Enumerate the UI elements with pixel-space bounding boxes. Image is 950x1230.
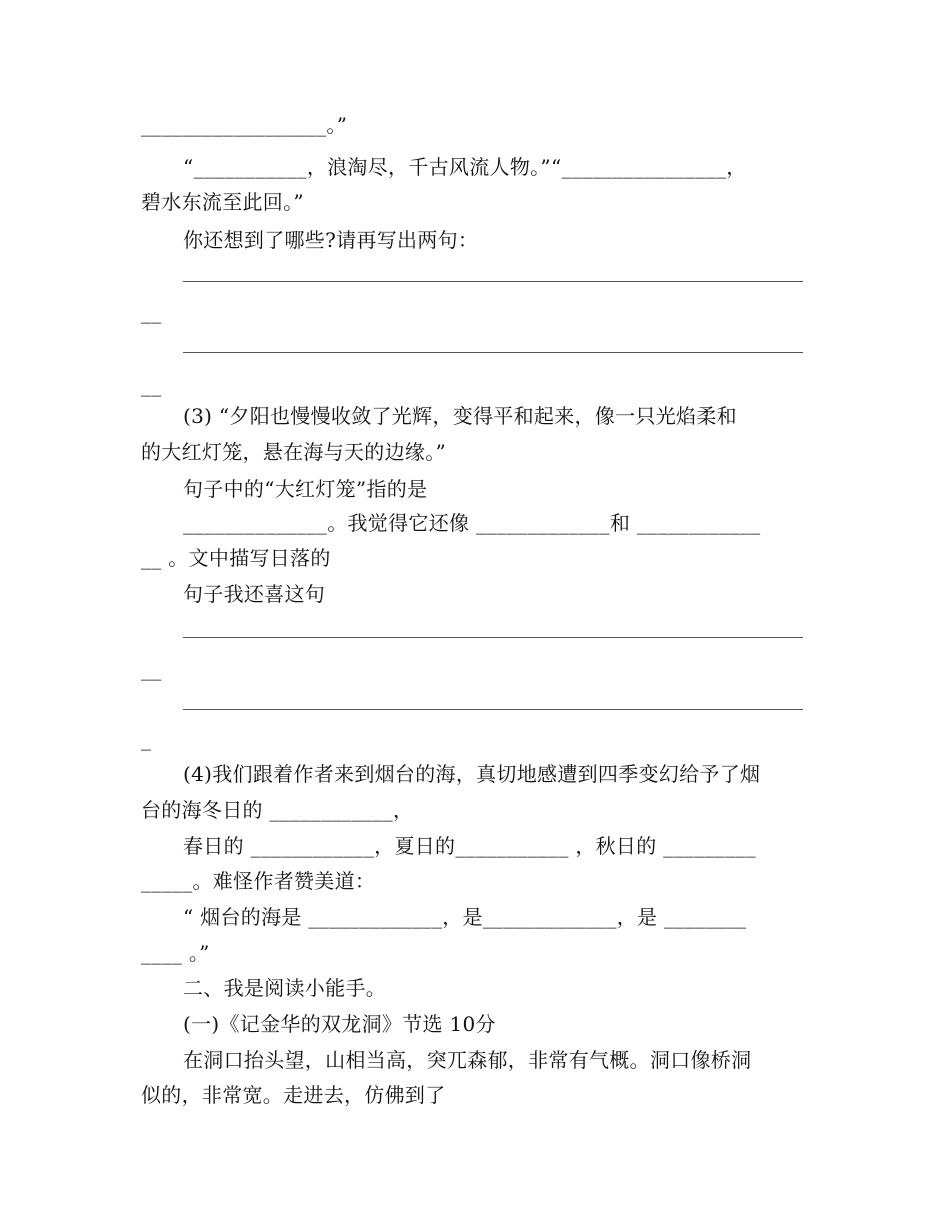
answer-rule bbox=[183, 352, 803, 353]
text-line: __ bbox=[141, 300, 162, 324]
text-line: 在洞口抬头望，山相当高，突兀森郁，非常有气概。洞口像桥洞 bbox=[183, 1048, 752, 1072]
text-line: _____。难怪作者赞美道： bbox=[141, 869, 376, 893]
text-line: “ 烟台的海是 _____________，是_____________，是 ________ bbox=[183, 905, 747, 929]
answer-rule bbox=[183, 281, 803, 282]
text-line: “___________，浪淘尽，千古风流人物。”“________________， bbox=[183, 155, 747, 179]
text-line: (3) “夕阳也慢慢收敛了光辉，变得平和起来，像一只光焰柔和 bbox=[183, 404, 737, 428]
text-line: 春日的 ____________，夏日的___________ ，秋日的 _________ bbox=[183, 834, 756, 858]
text-line: 碧水东流至此回。” bbox=[141, 190, 304, 214]
text-line: __ 。文中描写日落的 bbox=[141, 546, 331, 570]
text-line: 你还想到了哪些?请再写出两句： bbox=[183, 228, 479, 252]
text-line: ______________。我觉得它还像 _____________和 ____________ bbox=[183, 511, 761, 535]
text-line: 台的海冬日的 ____________， bbox=[141, 798, 414, 822]
text-line: ____ 。” bbox=[141, 941, 210, 965]
text-line: __ bbox=[141, 373, 162, 397]
text-line: __ bbox=[141, 657, 162, 681]
section-heading: 二、我是阅读小能手。 bbox=[183, 976, 386, 1000]
answer-rule bbox=[183, 709, 803, 710]
text-line: __________________。” bbox=[141, 113, 348, 137]
text-line: 句子中的“大红灯笼”指的是 bbox=[183, 477, 428, 501]
text-line: (4)我们跟着作者来到烟台的海，真切地感遭到四季变幻给予了烟 bbox=[183, 762, 761, 786]
text-line: _ bbox=[141, 727, 152, 751]
text-line: 的大红灯笼，悬在海与天的边缘。” bbox=[141, 440, 447, 464]
subsection-heading: (一)《记金华的双龙洞》节选 10分 bbox=[183, 1012, 496, 1036]
text-line: 似的，非常宽。走进去，仿佛到了 bbox=[141, 1083, 446, 1107]
text-line: 句子我还喜这句 bbox=[183, 582, 326, 606]
answer-rule bbox=[183, 637, 803, 638]
